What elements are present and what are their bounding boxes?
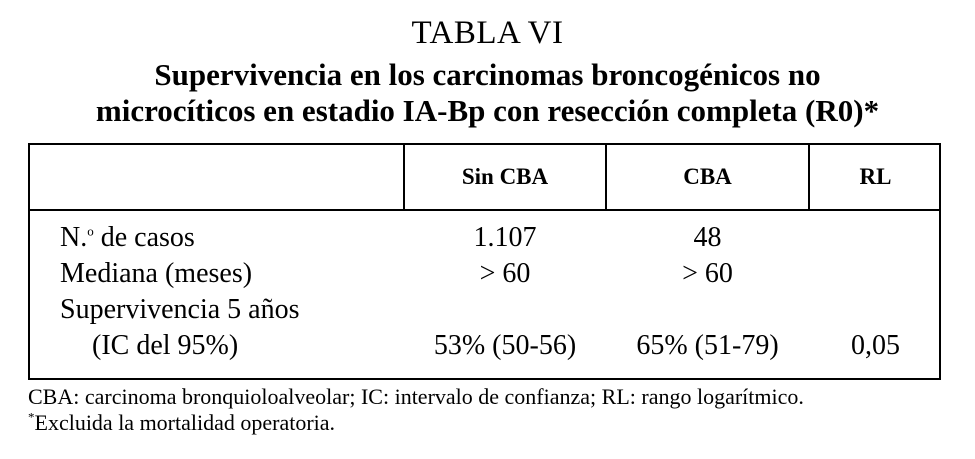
footnote-exclusion: *Excluida la mortalidad operatoria. (28, 409, 336, 435)
cell-casos-sin-cba: 1.107 (473, 222, 537, 253)
row-label-mediana: Mediana (meses) (60, 258, 253, 289)
table-header-row (30, 145, 939, 211)
cell-mediana-cba: > 60 (682, 258, 733, 289)
cell-mediana-sin-cba: > 60 (479, 258, 531, 289)
cell-casos-cba: 48 (693, 222, 722, 253)
header-cell-rl: RL (859, 164, 892, 189)
table-title-line-2: microcíticos en estadio IA-Bp con resección completa (R0)* (95, 93, 880, 128)
cell-ic-cba: 65% (51-79) (636, 330, 779, 361)
footnote-abbreviations: CBA: carcinoma bronquioloalveolar; IC: intervalo de confianza; RL: rango logarítmico. (28, 384, 804, 409)
header-cell-sin-cba: Sin CBA (461, 164, 549, 189)
table-title (0, 57, 975, 129)
data-table (28, 143, 941, 380)
table-label: TABLA VI (411, 15, 564, 51)
table-title-line-1: Supervivencia en los carcinomas broncogénicos no (154, 57, 821, 92)
row-label-supervivencia: Supervivencia 5 años (60, 294, 300, 325)
cell-ic-sin-cba: 53% (50-56) (433, 330, 577, 361)
row-label-ic: (IC del 95%) (92, 330, 239, 361)
header-cell-empty (30, 145, 403, 209)
header-cell-cba: CBA (683, 164, 732, 189)
cell-ic-rl: 0,05 (851, 330, 900, 361)
row-label-casos: N.$^o$ de casos (60, 222, 195, 253)
